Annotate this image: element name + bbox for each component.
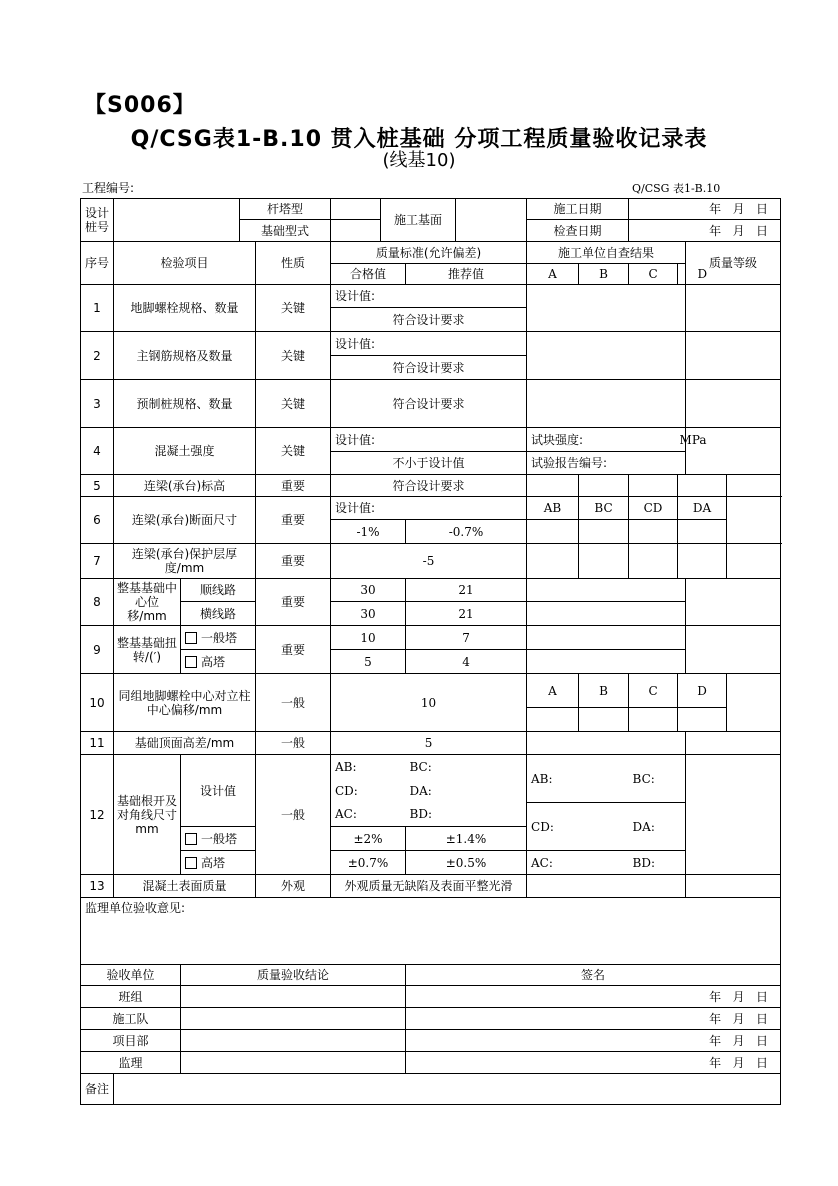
row-12-result-ac: AC: [527,851,629,875]
col-a: A [527,264,579,285]
row-4-item: 混凝土强度 [114,428,256,475]
row-3-grade[interactable] [686,380,781,428]
col-seq: 序号 [81,242,114,285]
col-qualified: 合格值 [331,264,406,285]
row-2-no: 2 [81,332,114,380]
row-5-d[interactable] [678,475,727,497]
supervision-opinion-label: 监理单位验收意见: [85,901,186,915]
row-12-ab: AB: [331,755,406,779]
acceptance-construction-team-date[interactable]: 年 月 日 [406,1008,781,1030]
row-12-sub2-label: 高塔 [201,855,226,870]
tower-type-value[interactable] [331,199,381,220]
form-number: Q/CSG 表1-B.10 [632,182,721,195]
row-12-da: DA: [406,779,527,803]
acceptance-team-date[interactable]: 年 月 日 [406,986,781,1008]
row-13-result[interactable] [527,875,686,898]
row-8-sub1: 顺线路 [181,579,256,602]
row-12-cd: CD: [331,779,406,803]
row-4-test-strength: 试块强度: [527,428,678,452]
row-12-bc: BC: [406,755,527,779]
row-11-no: 11 [81,732,114,755]
row-8-grade[interactable] [686,579,781,626]
row-7-value: -5 [331,544,527,579]
row-3-result[interactable] [527,380,686,428]
row-7-nature: 重要 [256,544,331,579]
row-7-c[interactable] [629,544,678,579]
row-8-qualified-2: 30 [331,602,406,626]
row-10-d-value[interactable] [678,708,727,732]
row-4-design: 设计值: [331,428,527,452]
acceptance-row-supervisor: 监理 [81,1052,181,1074]
row-10-value: 10 [331,674,527,732]
row-4-req: 不小于设计值 [331,452,527,475]
row-12-result-da: DA: [629,803,686,851]
row-10-no: 10 [81,674,114,732]
row-6-grade[interactable] [727,497,781,544]
row-7-a[interactable] [527,544,579,579]
design-pile-no-value[interactable] [114,199,240,242]
row-10-nature: 一般 [256,674,331,732]
row-12-no: 12 [81,755,114,875]
row-12-result-bc: BC: [629,755,686,803]
row-3-no: 3 [81,380,114,428]
row-1-item: 地脚螺栓规格、数量 [114,285,256,332]
row-6-ab-value[interactable] [527,520,579,544]
row-6-ab: AB [527,497,579,520]
remarks-value[interactable] [114,1074,781,1105]
acceptance-construction-team-conclusion[interactable] [181,1008,406,1030]
row-2-result[interactable] [527,332,686,380]
row-8-no: 8 [81,579,114,626]
inspection-date-value[interactable]: 年 月 日 [629,220,781,242]
row-8-item: 整基基础中心位移/mm [114,579,181,626]
row-9-grade[interactable] [686,626,781,674]
col-c: C [629,264,678,285]
row-1-grade[interactable] [686,285,781,332]
row-10-a: A [527,674,579,708]
row-9-sub1[interactable] [181,626,256,650]
row-8-qualified-1: 30 [331,579,406,602]
row-2-design: 设计值: [331,332,527,356]
row-10-c: C [629,674,678,708]
row-4-nature: 关键 [256,428,331,475]
row-12-qualified-2: ±0.7% [331,851,406,875]
row-1-result[interactable] [527,285,686,332]
row-9-sub2-label: 高塔 [201,654,226,669]
row-8-result-1[interactable] [527,579,686,602]
row-7-b[interactable] [579,544,629,579]
row-12-bd: BD: [406,803,527,827]
col-grade: 质量等级 [686,242,781,285]
row-5-a[interactable] [527,475,579,497]
acceptance-row-team: 班组 [81,986,181,1008]
row-9-sub2[interactable] [181,650,256,674]
row-12-qualified-1: ±2% [331,827,406,851]
row-12-design: 设计值 [181,755,256,827]
high-tower-checkbox[interactable] [185,656,197,668]
row-2-grade[interactable] [686,332,781,380]
row-13-item: 混凝土表面质量 [114,875,256,898]
row-1-design: 设计值: [331,285,527,308]
general-tower-checkbox[interactable] [185,833,197,845]
row-8-nature: 重要 [256,579,331,626]
row-8-recommended-2: 21 [406,602,527,626]
row-10-b-value[interactable] [579,708,629,732]
acceptance-row-project-dept: 项目部 [81,1030,181,1052]
row-13-grade[interactable] [686,875,781,898]
col-item: 检验项目 [114,242,256,285]
col-d: D [678,264,727,285]
row-5-no: 5 [81,475,114,497]
form-code: 【S006】 [84,93,196,118]
row-9-nature: 重要 [256,626,331,674]
page-subtitle: (线基10) [382,150,456,171]
row-6-no: 6 [81,497,114,544]
row-10-grade[interactable] [727,674,781,732]
row-12-recommended-2: ±0.5% [406,851,527,875]
acceptance-project-dept-date[interactable]: 年 月 日 [406,1030,781,1052]
row-11-value: 5 [331,732,527,755]
row-12-grade[interactable] [686,755,781,875]
row-2-item: 主钢筋规格及数量 [114,332,256,380]
row-3-nature: 关键 [256,380,331,428]
row-6-item: 连梁(承台)断面尺寸 [114,497,256,544]
row-11-result[interactable] [527,732,686,755]
row-7-item: 连梁(承台)保护层厚度/mm [114,544,256,579]
row-2-nature: 关键 [256,332,331,380]
row-10-a-value[interactable] [527,708,579,732]
supervision-opinion[interactable] [81,898,781,965]
row-11-grade[interactable] [686,732,781,755]
row-11-nature: 一般 [256,732,331,755]
row-6-design: 设计值: [331,497,527,520]
row-9-no: 9 [81,626,114,674]
row-5-grade[interactable] [727,475,781,497]
row-9-result-1[interactable] [527,626,686,650]
col-b: B [579,264,629,285]
foundation-type-value[interactable] [331,220,381,242]
acceptance-project-dept-conclusion[interactable] [181,1030,406,1052]
acceptance-team-conclusion[interactable] [181,986,406,1008]
row-12-item: 基础根开及对角线尺寸mm [114,755,181,875]
row-13-nature: 外观 [256,875,331,898]
row-8-sub2: 横线路 [181,602,256,626]
row-12-result-cd: CD: [527,803,629,851]
col-standard: 质量标准(允许偏差) [331,242,527,264]
row-6-qualified: -1% [331,520,406,544]
row-9-qualified-2: 5 [331,650,406,674]
row-2-req: 符合设计要求 [331,356,527,380]
row-10-b: B [579,674,629,708]
row-9-item: 整基基础扭转/(′) [114,626,181,674]
row-6-bc-value[interactable] [579,520,629,544]
row-11-item: 基础顶面高差/mm [114,732,256,755]
row-5-b[interactable] [579,475,629,497]
row-4-report-no: 试验报告编号: [527,452,686,475]
row-5-nature: 重要 [256,475,331,497]
row-1-req: 符合设计要求 [331,308,527,332]
row-10-item: 同组地脚螺栓中心对立柱中心偏移/mm [114,674,256,732]
construction-date-label: 施工日期 [527,199,629,220]
row-12-recommended-1: ±1.4% [406,827,527,851]
row-8-result-2[interactable] [527,602,686,626]
row-6-da-value[interactable] [678,520,727,544]
row-12-sub1[interactable] [181,827,256,851]
general-tower-checkbox[interactable] [185,632,197,644]
row-9-result-2[interactable] [527,650,686,674]
acceptance-conclusion-header: 质量验收结论 [181,965,406,986]
row-12-nature: 一般 [256,755,331,875]
row-3-req: 符合设计要求 [331,380,527,428]
row-5-req: 符合设计要求 [331,475,527,497]
row-3-item: 预制桩规格、数量 [114,380,256,428]
acceptance-row-construction-team: 施工队 [81,1008,181,1030]
row-5-item: 连梁(承台)标高 [114,475,256,497]
row-9-recommended-2: 4 [406,650,527,674]
design-pile-no-label: 设计桩号 [81,199,114,242]
row-12-result-ab: AB: [527,755,629,803]
row-7-grade[interactable] [727,544,781,579]
row-13-req: 外观质量无缺陷及表面平整光滑 [331,875,527,898]
col-nature: 性质 [256,242,331,285]
row-12-ac: AC: [331,803,406,827]
row-6-cd-value[interactable] [629,520,678,544]
acceptance-signature-header: 签名 [406,965,781,986]
row-12-sub2[interactable] [181,851,256,875]
row-9-qualified-1: 10 [331,626,406,650]
row-6-bc: BC [579,497,629,520]
row-7-d[interactable] [678,544,727,579]
remarks-label: 备注 [81,1074,114,1105]
construction-base-label: 施工基面 [381,199,456,242]
row-4-unit: MPa [678,428,686,452]
row-10-c-value[interactable] [629,708,678,732]
inspection-form-table [80,198,781,1105]
row-5-c[interactable] [629,475,678,497]
row-6-nature: 重要 [256,497,331,544]
foundation-type-label: 基础型式 [240,220,331,242]
row-9-sub1-label: 一般塔 [201,630,238,645]
page-title: Q/CSG表1-B.10 贯入桩基础 分项工程质量验收记录表 [130,127,708,152]
row-4-no: 4 [81,428,114,475]
row-1-no: 1 [81,285,114,332]
construction-date-value[interactable]: 年 月 日 [629,199,781,220]
acceptance-supervisor-conclusion[interactable] [181,1052,406,1074]
construction-base-value[interactable] [456,199,527,242]
row-8-recommended-1: 21 [406,579,527,602]
row-13-no: 13 [81,875,114,898]
high-tower-checkbox[interactable] [185,857,197,869]
col-recommended: 推荐值 [406,264,527,285]
row-10-d: D [678,674,727,708]
row-7-no: 7 [81,544,114,579]
col-self-check: 施工单位自查结果 [527,242,686,264]
project-number-label: 工程编号: [82,181,135,195]
row-6-recommended: -0.7% [406,520,527,544]
tower-type-label: 杆塔型 [240,199,331,220]
acceptance-supervisor-date[interactable]: 年 月 日 [406,1052,781,1074]
inspection-date-label: 检查日期 [527,220,629,242]
row-12-result-bd: BD: [629,851,686,875]
row-6-da: DA [678,497,727,520]
row-12-sub1-label: 一般塔 [201,831,238,846]
row-1-nature: 关键 [256,285,331,332]
row-6-cd: CD [629,497,678,520]
acceptance-unit-header: 验收单位 [81,965,181,986]
row-9-recommended-1: 7 [406,626,527,650]
